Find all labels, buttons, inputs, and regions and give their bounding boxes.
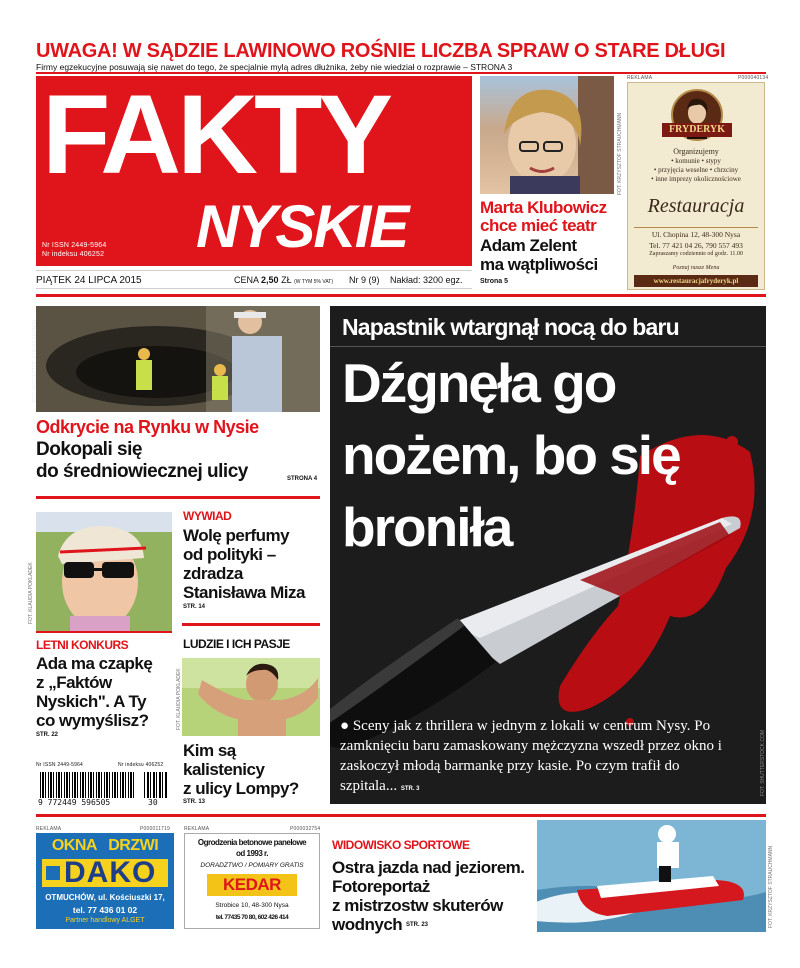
wywiad-line2[interactable]: od polityki – — [183, 545, 276, 564]
ad-www-link[interactable]: www.restauracjafryderyk.pl — [634, 275, 758, 287]
jetski-photo — [537, 820, 766, 932]
price-vat: (W TYM 5% VAT) — [294, 279, 333, 285]
bullet-icon: ● — [340, 718, 350, 734]
dateline-circulation: Nakład: 3200 egz. — [390, 275, 463, 285]
ad-code: P000040134 — [738, 75, 769, 81]
konkurs-line1[interactable]: Ada ma czapkę — [36, 654, 153, 673]
ad-menu: Poznaj nasze Menu — [672, 265, 720, 271]
ad-script: Restauracja — [647, 195, 745, 217]
barcode — [36, 762, 172, 808]
barcode-index: Nr indeksu 406252 — [118, 762, 164, 768]
main-page: STR. 3 — [400, 786, 420, 792]
konkurs-line3[interactable]: Nyskich". A Ty — [36, 692, 147, 711]
top-headline[interactable]: UWAGA! W SĄDZIE LAWINOWO ROŚNIE LICZBA SPRAW O STARE DŁUGI — [36, 40, 726, 62]
main-headline-3[interactable]: broniła — [342, 496, 512, 558]
kedar-ad-code: P000032754 — [290, 826, 321, 832]
wywiad-line4[interactable]: Stanisława Miza — [183, 583, 305, 602]
kedar-line1: Ogrodzenia betonowe panelowe — [197, 838, 307, 847]
masthead-issn: Nr ISSN 2449-5964 — [42, 242, 107, 249]
sport-line3[interactable]: z mistrzostw skuterów — [332, 896, 503, 915]
barcode-addon-icon — [144, 772, 168, 798]
rynek-page: STRONA 4 — [287, 476, 318, 482]
konkurs-line4[interactable]: co wymyślisz? — [36, 711, 149, 730]
wywiad-page: STR. 14 — [183, 604, 206, 610]
ad-address: Ul. Chopina 12, 48-300 Nysa — [634, 227, 758, 239]
pasje-line1[interactable]: Kim są — [183, 741, 236, 760]
section-divider — [36, 294, 766, 297]
dateline-rule-top — [36, 270, 472, 271]
barcode-addon: 30 — [148, 798, 158, 807]
dako-phone: tel. 77 436 01 02 — [72, 905, 138, 915]
kedar-brand: KEDAR — [207, 874, 297, 896]
dako-ad-label: REKLAMA — [36, 826, 62, 832]
ad-line4: • inne imprezy okolicznościowe — [651, 175, 741, 183]
kedar-address: Strobice 10, 48-300 Nysa — [215, 902, 289, 909]
main-headline-2[interactable]: nożem, bo się — [342, 424, 680, 486]
konkurs-photo[interactable] — [36, 512, 172, 632]
dako-ad-code: P000011719 — [140, 826, 170, 832]
pasje-photo[interactable] — [182, 658, 320, 736]
barcode-bars-icon — [40, 772, 136, 798]
wywiad-line3[interactable]: zdradza — [183, 564, 243, 583]
dako-brand: DAKO — [64, 856, 157, 889]
excavation-photo — [36, 306, 320, 412]
photo-credit-top: FOT. KRZYSZTOF STRAUCHMANN — [617, 112, 623, 195]
teaser-top-line1[interactable]: Marta Klubowicz — [480, 198, 607, 217]
sport-photo[interactable] — [537, 820, 766, 932]
kedar-line2: od 1993 r. — [236, 849, 268, 858]
photo-credit-pasje: FOT. KLAUDIA POKLADEK — [176, 668, 182, 730]
girl-photo — [36, 512, 172, 632]
dako-partner: Partner handlowy ALGET — [65, 917, 145, 924]
main-kicker-rule — [330, 346, 766, 347]
kedar-ad-label: REKLAMA — [184, 826, 210, 832]
bottom-divider — [36, 814, 766, 817]
barcode-issn: Nr ISSN 2449-5964 — [36, 762, 84, 768]
wywiad-line1[interactable]: Wolę perfumy — [183, 526, 290, 545]
masthead[interactable] — [36, 72, 472, 266]
konkurs-line2[interactable]: z „Faktów — [36, 673, 112, 692]
wywiad-kicker[interactable]: WYWIAD — [183, 509, 232, 523]
price-currency: ZŁ — [281, 275, 292, 285]
ad-line3: • przyjęcia weselne • chrzciny — [653, 166, 739, 174]
price-label: CENA — [234, 275, 259, 285]
teaser-top-line3[interactable]: Adam Zelent — [480, 236, 577, 255]
pasje-page: STR. 13 — [183, 799, 206, 805]
fryderyk-brand: FRYDERYK — [662, 123, 732, 137]
ad-fryderyk[interactable] — [627, 82, 765, 290]
barcode-digits: 9 772449 596505 — [38, 798, 111, 807]
teaser-top-page: Strona 5 — [480, 278, 509, 285]
pasje-line3[interactable]: z ulicy Lompy? — [183, 779, 299, 798]
sport-line1[interactable]: Ostra jazda nad jeziorem. — [332, 858, 525, 877]
rynek-kicker[interactable]: Odkrycie na Rynku w Nysie — [36, 417, 259, 437]
main-headline-1[interactable]: Dźgnęła go — [342, 352, 616, 414]
konkurs-kicker[interactable]: LETNI KONKURS — [36, 638, 129, 652]
dateline-date: PIĄTEK 24 LIPCA 2015 — [36, 275, 142, 286]
wywiad-top-bar — [182, 496, 320, 499]
pasje-line2[interactable]: kalistenicy — [183, 760, 265, 779]
main-lead — [340, 716, 730, 799]
pasje-top-bar — [182, 623, 320, 626]
ad-dako[interactable] — [36, 833, 174, 929]
dako-window-icon — [46, 866, 60, 880]
photo-credit-sport: FOT. KRZYSZTOF STRAUCHMANN — [768, 845, 774, 928]
sport-line2[interactable]: Fotoreportaż — [332, 877, 430, 896]
photo-credit-main: FOT. SHUTTERSTOCK.COM — [760, 729, 766, 796]
masthead-index: Nr indeksu 406252 — [42, 251, 105, 258]
sport-kicker[interactable]: WIDOWISKO SPORTOWE — [332, 838, 470, 852]
teaser-top-line2[interactable]: chce mieć teatr — [480, 216, 597, 235]
pasje-kicker[interactable]: LUDZIE I ICH PASJE — [183, 637, 290, 651]
woman-photo — [480, 76, 614, 194]
kedar-line3: DORADZTWO / POMIARY GRATIS — [200, 862, 304, 869]
top-subline: Firmy egzekucyjne posuwają się nawet do tego, że specjalnie mylą adres dłużnika, żeby nie wiedział o rozprawie – STRONA 3 — [36, 62, 513, 72]
dako-logo — [42, 856, 168, 889]
ad-label: REKLAMA — [627, 75, 653, 81]
sport-page: STR. 23 — [406, 922, 429, 928]
dateline-rule-bottom — [36, 288, 472, 289]
dateline-issue: Nr 9 (9) — [349, 275, 380, 285]
masthead-title: FAKTY — [42, 72, 390, 197]
calisthenics-photo — [182, 658, 320, 736]
kedar-phone: tel. 77435 70 80, 602 426 414 — [215, 914, 289, 921]
rynek-photo[interactable] — [36, 306, 320, 412]
dateline-price — [234, 275, 333, 285]
main-lead-text: Sceny jak z thrillera w jednym z lokali w centrum Nysy. Po zamknięciu baru zamaskowany mężczyzna wszedł przez okno i zaskoczył młodą barmankę przy kasie. Po czym trafił do szpitala... — [340, 718, 722, 794]
main-kicker[interactable]: Napastnik wtargnął nocą do baru — [342, 314, 679, 340]
photo-credit-rynek: FOT. KRZYSZTOF STRAUCHMANN — [32, 319, 38, 402]
ad-kedar[interactable] — [184, 833, 320, 929]
konkurs-page: STR. 22 — [36, 732, 59, 738]
teaser-top-line4[interactable]: ma wątpliwości — [480, 255, 598, 274]
sport-line4[interactable]: wodnych — [332, 915, 403, 934]
photo-credit-konkurs: FOT. KLAUDIA POKLADEK — [28, 562, 34, 624]
masthead-subtitle: NYSKIE — [196, 193, 408, 260]
price-value: 2,50 — [261, 275, 279, 285]
ad-line2: • komunie • stypy — [671, 157, 721, 165]
rynek-line1[interactable]: Dokopali się — [36, 439, 142, 460]
rynek-line2[interactable]: do średniowiecznej ulicy — [36, 461, 248, 482]
teaser-photo[interactable] — [480, 76, 614, 194]
ad-line1: Organizujemy — [673, 147, 719, 156]
ad-phone: Tel. 77 421 04 26, 790 557 493 — [649, 241, 743, 250]
dako-address: OTMUCHÓW, ul. Kościuszki 17, — [45, 893, 165, 902]
konkurs-bar — [36, 631, 172, 633]
ad-hours: Zapraszamy codziennie od godz. 11.00 — [649, 251, 743, 257]
main-story[interactable] — [330, 306, 766, 804]
dako-line1: OKNA DRZWI — [51, 837, 159, 854]
